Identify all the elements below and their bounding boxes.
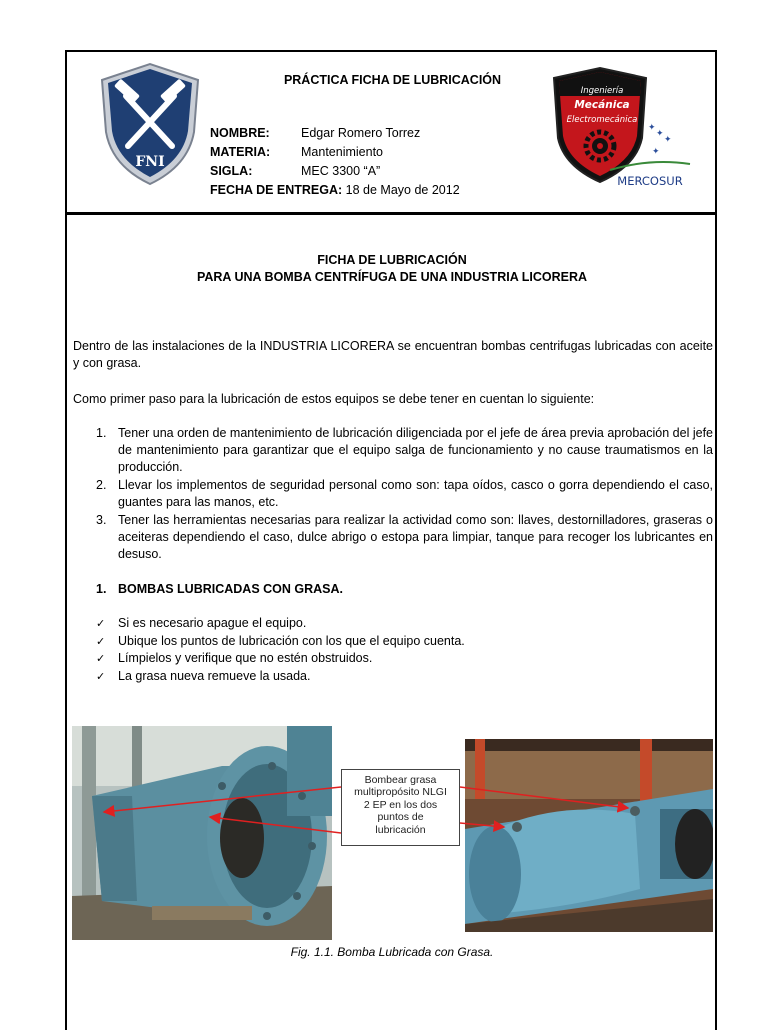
callout-line: Bombear grasa — [364, 774, 437, 786]
first-step-paragraph: Como primer paso para la lubricación de estos equipos se debe tener en cuentan lo siguiente: — [73, 392, 595, 406]
sigla-label: SIGLA: — [210, 164, 253, 178]
nombre-value: Edgar Romero Torrez — [301, 126, 421, 140]
section-title: BOMBAS LUBRICADAS CON GRASA. — [118, 582, 343, 596]
callout-box — [341, 769, 460, 846]
svg-text:✦: ✦ — [648, 123, 656, 133]
materia-row — [210, 143, 460, 162]
check-icon: ✓ — [96, 617, 106, 630]
fni-logo-text: FNI — [135, 154, 165, 170]
list-item — [96, 512, 713, 563]
steps-list — [96, 425, 713, 564]
nombre-row — [210, 124, 460, 143]
pump-photo-left — [72, 726, 332, 940]
svg-text:✦: ✦ — [656, 129, 664, 139]
materia-label: MATERIA: — [210, 145, 271, 159]
mercosur-label: MERCOSUR — [617, 174, 683, 188]
list-item — [96, 668, 465, 686]
step-text: Llevar los implementos de seguridad personal como son: tapa oídos, casco o gorra dependiendo el caso, guantes para las manos, etc. — [118, 478, 713, 509]
check-icon: ✓ — [96, 669, 106, 683]
section-number: 1. — [96, 582, 107, 596]
header-divider — [65, 212, 717, 215]
list-item — [96, 633, 465, 651]
eng-logo-line1: Ingeniería — [580, 86, 624, 96]
sigla-row — [210, 162, 460, 181]
nombre-label: NOMBRE: — [210, 126, 270, 140]
step-number: 1. — [96, 426, 107, 440]
callout-line: 2 EP en los dos — [363, 798, 438, 811]
step-text: Tener las herramientas necesarias para realizar la actividad como son: llaves, destornilladores, graseras o aceiteras dependiendo el caso, dulce abrigo o estopa para limpiar, tanque para recoger los lubricantes en desuso. — [118, 513, 713, 561]
list-item — [96, 477, 713, 511]
eng-logo-line3: Electromecánica — [566, 115, 638, 125]
fecha-value: 18 de Mayo de 2012 — [345, 183, 460, 197]
sheet-title-line1: FICHA DE LUBRICACIÓN — [317, 253, 467, 267]
check-icon: ✓ — [96, 652, 106, 665]
eng-logo-line2: Mecánica — [574, 99, 630, 111]
engineering-logo — [550, 66, 692, 190]
sheet-title-line2: PARA UNA BOMBA CENTRÍFUGA DE UNA INDUSTRIA LICORERA — [196, 270, 588, 284]
step-number: 2. — [96, 478, 107, 492]
callout-line: lubricación — [375, 823, 426, 836]
pump-photo-right — [465, 739, 713, 932]
step-text: Tener una orden de mantenimiento de lubricación diligenciada por el jefe de área previa aprobación del jefe de mantenimiento para garantizar que el equipo salga de funcionamiento y no cause traumatismos en la producción. — [118, 426, 713, 474]
materia-value: Mantenimiento — [301, 145, 383, 159]
list-item — [96, 425, 713, 476]
check-icon: ✓ — [96, 634, 106, 648]
sheet-title — [66, 252, 718, 286]
checklist-text: Ubique los puntos de lubricación con los que el equipo cuenta. — [118, 633, 465, 648]
callout-line: multipropósito NLGI — [354, 786, 447, 799]
checklist-text: La grasa nueva remueve la usada. — [118, 668, 311, 683]
section-heading — [96, 582, 343, 596]
svg-text:✦: ✦ — [652, 147, 660, 157]
fecha-label: FECHA DE ENTREGA: — [210, 183, 343, 197]
checklist — [96, 615, 465, 685]
callout-line: puntos de — [377, 811, 424, 824]
list-item — [96, 615, 465, 633]
stars-icon — [648, 123, 672, 157]
svg-text:✦: ✦ — [664, 135, 672, 145]
sigla-value: MEC 3300 “A” — [301, 164, 381, 178]
figure-caption: Fig. 1.1. Bomba Lubricada con Grasa. — [290, 945, 494, 959]
checklist-text: Si es necesario apague el equipo. — [118, 616, 307, 630]
fni-logo — [98, 62, 202, 186]
list-item — [96, 650, 465, 668]
document-title: PRÁCTICA FICHA DE LUBRICACIÓN — [283, 73, 502, 87]
intro-paragraph: Dentro de las instalaciones de la INDUSTRIA LICORERA se encuentran bombas centrifugas lubricadas con aceite y con grasa. — [73, 339, 713, 370]
fecha-row — [210, 181, 460, 200]
student-info — [210, 124, 460, 200]
checklist-text: Límpielos y verifique que no estén obstruidos. — [118, 651, 373, 665]
step-number: 3. — [96, 513, 107, 527]
